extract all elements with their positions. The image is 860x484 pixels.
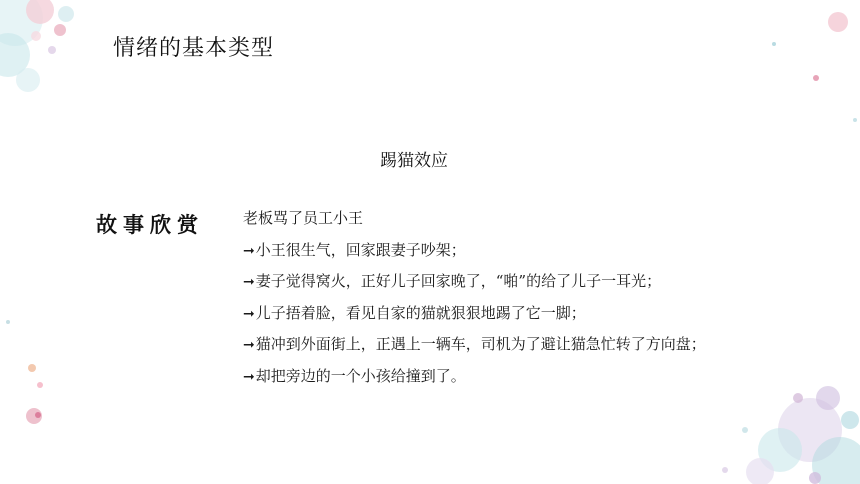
story-line [243, 266, 706, 298]
arrow-icon: ➞ [243, 337, 255, 354]
left-splash [6, 320, 43, 424]
story-line [243, 361, 706, 393]
slide-title: 情绪的基本类型 [113, 36, 275, 61]
story-line-text: 儿子捂着脸，看见自家的猫就狠狠地踢了它一脚； [255, 303, 586, 322]
story-line-text: 老板骂了员工小王 [243, 209, 364, 227]
arrow-icon: ➞ [243, 242, 255, 259]
arrow-icon: ➞ [243, 274, 255, 291]
story-line-text: 却把旁边的一个小孩给撞到了。 [255, 366, 466, 385]
story-line [243, 203, 706, 235]
arrow-icon: ➞ [243, 368, 255, 385]
story-title: 踢猫效应 [380, 151, 448, 171]
story-lines [243, 203, 706, 393]
story-line [243, 298, 706, 330]
bottom-right-splash [722, 386, 860, 484]
top-left-splash [0, 0, 74, 92]
story-line [243, 329, 706, 361]
story-line [243, 235, 706, 267]
story-line-text: 小王很生气，回家跟妻子吵架； [255, 240, 466, 259]
section-label: 故事欣赏 [96, 212, 204, 237]
story-line-text: 猫冲到外面街上，正遇上一辆车，司机为了避让猫急忙转了方向盘； [255, 335, 706, 354]
top-right-splash [772, 12, 857, 122]
story-line-text: 妻子觉得窝火，正好儿子回家晚了，“啪”的给了儿子一耳光； [255, 272, 662, 291]
arrow-icon: ➞ [243, 305, 255, 322]
